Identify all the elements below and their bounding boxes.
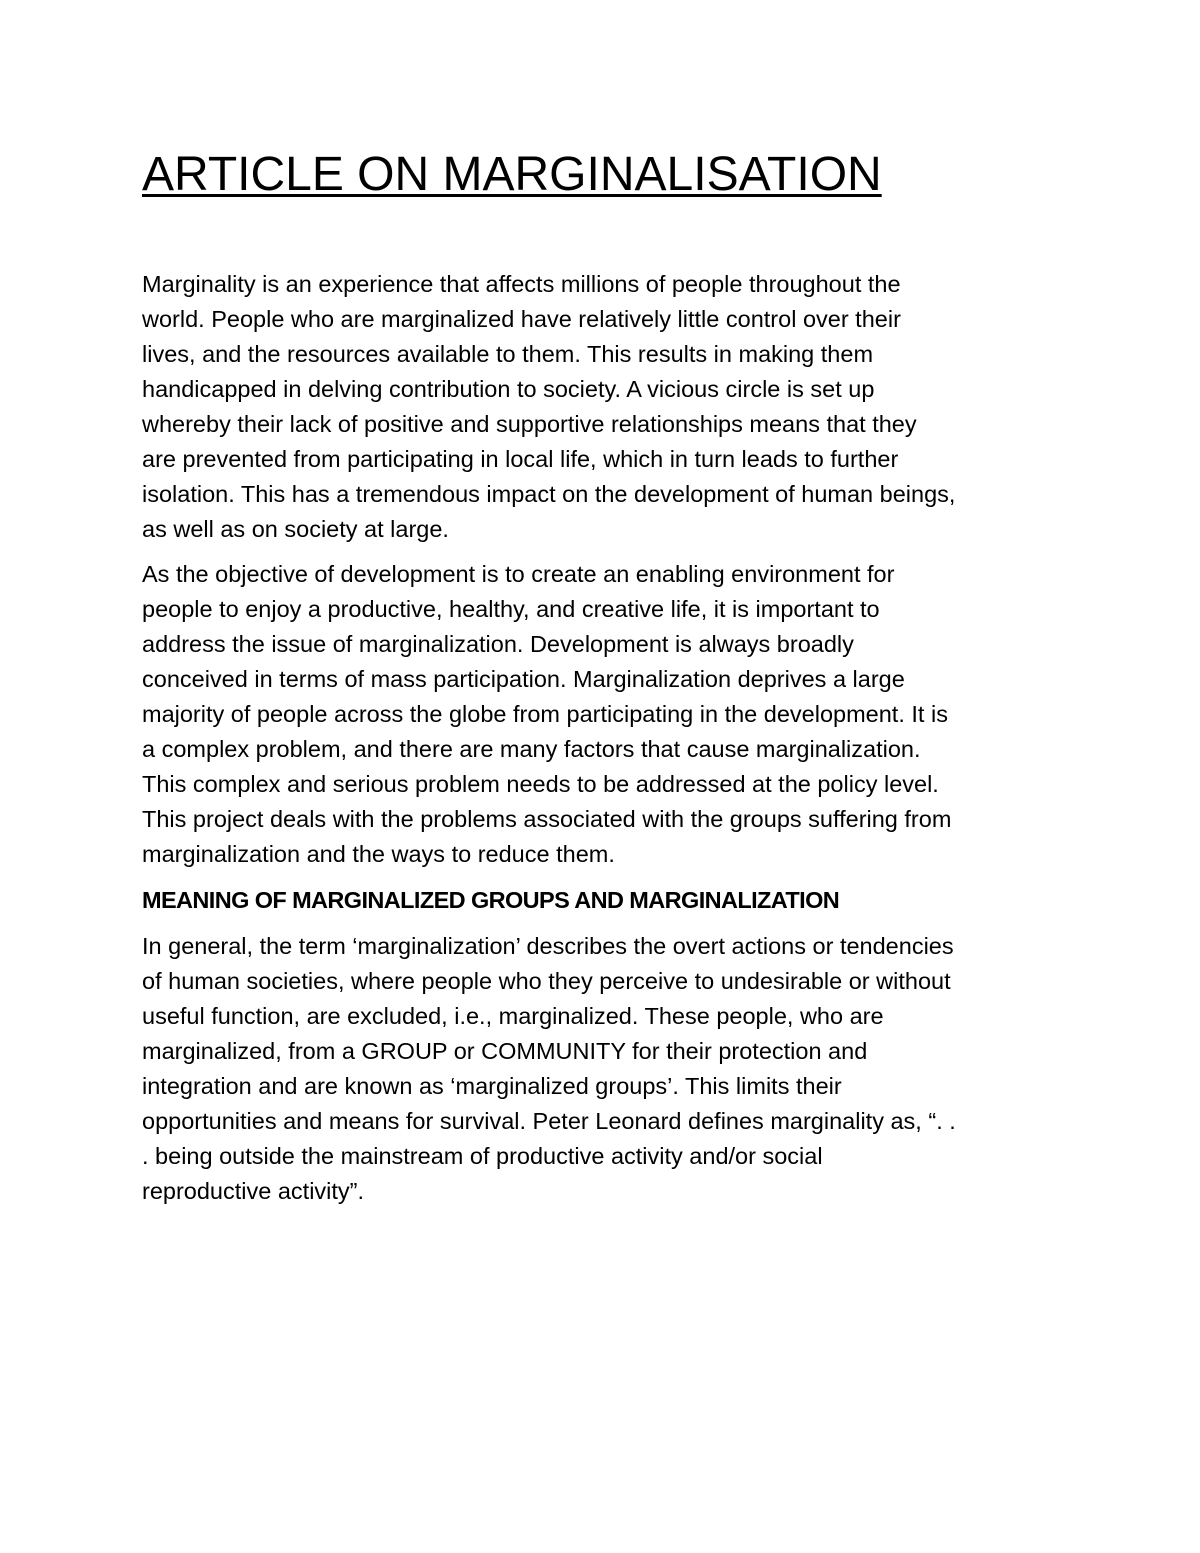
- text-line: marginalization and the ways to reduce them.: [142, 841, 615, 867]
- text-line: isolation. This has a tremendous impact on the development of human beings,: [142, 481, 956, 507]
- text-line: are prevented from participating in local life, which in turn leads to further: [142, 446, 899, 472]
- text-line: Marginality is an experience that affects millions of people throughout the: [142, 271, 901, 297]
- paragraph-intro: [142, 267, 1072, 547]
- text-line: world. People who are marginalized have relatively little control over their: [142, 306, 901, 332]
- text-line: useful function, are excluded, i.e., marginalized. These people, who are: [142, 1003, 884, 1029]
- text-line: lives, and the resources available to them. This results in making them: [142, 341, 874, 367]
- text-line: as well as on society at large.: [142, 516, 449, 542]
- text-line: marginalized, from a GROUP or COMMUNITY for their protection and: [142, 1038, 868, 1064]
- text-line: of human societies, where people who they perceive to undesirable or without: [142, 968, 951, 994]
- text-line: This project deals with the problems associated with the groups suffering from: [142, 806, 952, 832]
- text-line: This complex and serious problem needs to be addressed at the policy level.: [142, 771, 939, 797]
- text-line: integration and are known as ‘marginalized groups’. This limits their: [142, 1073, 842, 1099]
- text-line: whereby their lack of positive and supportive relationships means that they: [142, 411, 917, 437]
- document-content: [142, 146, 1072, 1209]
- section-heading: MEANING OF MARGINALIZED GROUPS AND MARGINALIZATION: [142, 887, 840, 913]
- text-line: address the issue of marginalization. Development is always broadly: [142, 631, 854, 657]
- paragraph-development: [142, 557, 1072, 872]
- text-line: people to enjoy a productive, healthy, and creative life, it is important to: [142, 596, 880, 622]
- text-line: majority of people across the globe from participating in the development. It is: [142, 701, 948, 727]
- text-line: conceived in terms of mass participation. Marginalization deprives a large: [142, 666, 905, 692]
- text-line: reproductive activity”.: [142, 1178, 365, 1204]
- text-line: As the objective of development is to create an enabling environment for: [142, 561, 895, 587]
- text-line: opportunities and means for survival. Peter Leonard defines marginality as, “. .: [142, 1108, 956, 1134]
- page-title: ARTICLE ON MARGINALISATION: [142, 148, 882, 201]
- text-line: In general, the term ‘marginalization’ describes the overt actions or tendencies: [142, 933, 954, 959]
- text-line: a complex problem, and there are many factors that cause marginalization.: [142, 736, 921, 762]
- text-line: . being outside the mainstream of productive activity and/or social: [142, 1143, 823, 1169]
- text-line: handicapped in delving contribution to society. A vicious circle is set up: [142, 376, 875, 402]
- paragraph-meaning: [142, 929, 1072, 1209]
